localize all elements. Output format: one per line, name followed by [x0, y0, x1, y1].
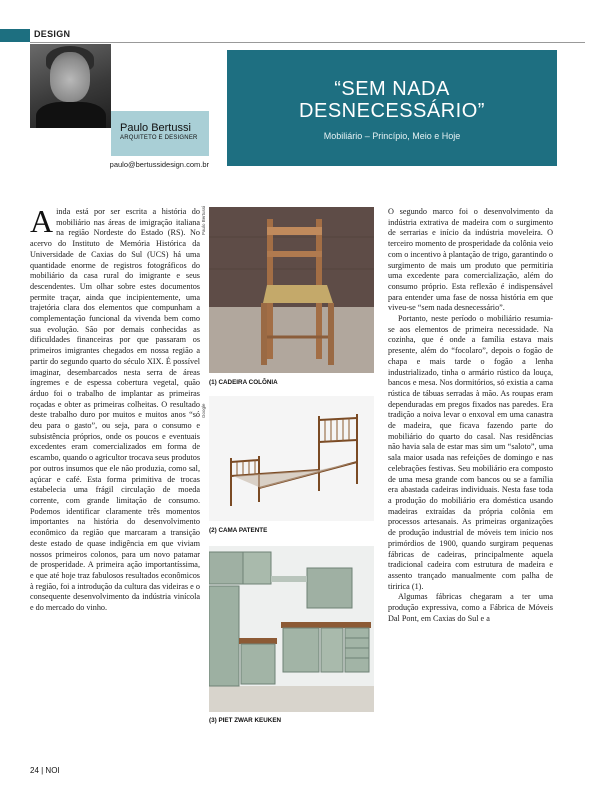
author-email[interactable]: paulo@bertussidesign.com.br: [109, 160, 209, 169]
caption-bed: (2) CAMA PATENTE: [209, 527, 268, 534]
author-photo-face: [50, 52, 90, 102]
author-name: Paulo Bertussi: [120, 122, 191, 134]
column-3-paragraph-3: Algumas fábricas chegaram a ter uma produção expressiva, como a Fábrica de Móveis Dal Pont, em Caxias do Sul e a: [388, 592, 553, 623]
author-photo-shirt: [36, 102, 106, 128]
caption-chair: (1) CADEIRA COLÔNIA: [209, 379, 278, 386]
bed-photo: [209, 396, 374, 521]
author-role: ARQUITETO E DESIGNER: [120, 135, 198, 141]
body-column-1: [30, 203, 200, 614]
article-subtitle: Mobiliário – Princípio, Meio e Hoje: [323, 131, 461, 141]
kitchen-photo: [209, 546, 374, 712]
chair-photo: [209, 207, 374, 373]
column-1-paragraph: inda está por ser escrita a história do mobiliário nas áreas de imigração italiana na região Nordeste do Estado (RS). No acervo do Instituto de Memória Histórica da Universidade de Caxias do Sul (UCS) há uma quantidade enorme de registros fotográficos do mobiliário da casa rural do imigrante e seus descendentes. Um olhar sobre estes documentos permite traçar, ainda que incipientemente, uma trajetória clara dos elementos que compunham a complementação funcional da vivenda bem como sua evolução. São por demais conhecidas as dificuldades financeiras por que passaram os primeiros imigrantes chegados em nossa região a partir do segundo quarto do século XIX. É possível imaginar, desembarcados nesta serra de áreas íngremes e de espessa cobertura vegetal, quão árduo foi o trabalho de implantar as primeiras roçadas e obter as primeiras colheitas. O resultado deste trabalho duro por muitos e muitos anos “só deu para o gasto”, ou seja, para o consumo e subsistência próprios, onde os poucos e eventuais excedentes eram comercializados em forma de escambo, quando o agricultor trocava seus produtos por outros insumos que ele não produzia, como sal, açúcar e café. Esta forma primitiva de trocas estabelecia uma frágil circulação de moeda corrente, com grande limitação de consumo. Podemos identificar claramente três momentos importantes na história do desenvolvimento econômico da região que marcaram a transição deste estado de quase indigência em que viviam nossos primeiros colonos, para um novo patamar de prosperidade. A primeira ação importantíssima, e que até hoje traz fabulosos resultados econômicos à região, foi a introdução da cultura das videiras e o consequente desenvolvimento da indústria vinícola e do mercado do vinho.: [30, 207, 200, 613]
photo-credit-1: Paulo Bertussi: [201, 205, 206, 235]
photo-credit-2: Google: [201, 403, 206, 418]
body-column-3: [388, 207, 553, 624]
header-rule: [30, 42, 585, 43]
author-photo: [30, 44, 111, 128]
section-tab-marker: [0, 29, 30, 42]
drop-cap: A: [30, 203, 54, 239]
column-3-paragraph-2: Portanto, neste período o mobiliário resumia-se aos elementos de primeira necessidade. Na cozinha, que é onde a família estava mais presente, além do “focolaro”, depois o fogão de chapa e mais tarde o fogão a lenha industrializado, tinha o armário rústico da louça, bancos e mesa. Nos dormitórios, só existia a cama rústica de tábuas serradas à mão. As roupas eram dependuradas em pregos fixados nas paredes. Era tradição a noiva levar o enxoval em uma canastra de madeira, que ficava fazendo parte do mobiliário do quarto do casal. Nas residências não havia sala de estar mas sim um “saloto”, uma sala maior usada nas refeições de domingo e nas celebrações festivas. Seu mobiliário era composto de uma mesa grande com bancos ou se a família era abastada cadeiras individuais. Nesta fase toda a produção do mobiliário era doméstica usando madeiras extraídas da própria colônia em processos artesanais. As primeiras organizações de produção industrial de móveis tem início nos primórdios de 1900, quando surgiram pequenas fábricas de cadeiras, principalmente aquela tradicional cadeira com estrutura de madeira e assento trançado manualmente com palha de tiririca (1).: [388, 314, 553, 591]
kitchen-illustration: [209, 546, 374, 712]
chair-illustration: [209, 207, 374, 373]
section-label: DESIGN: [34, 29, 71, 39]
article-title: “SEM NADA DESNECESSÁRIO”: [299, 78, 485, 122]
bed-illustration: [209, 396, 374, 521]
column-3-paragraph-1: O segundo marco foi o desenvolvimento da indústria extrativa de madeira com o surgimento de serrarias e início da indústria moveleira. O terceiro momento de prosperidade da colônia veio com o incentivo à plantação de trigo, garantindo o surgimento de mais um produto que permitiria uma excedente para comercialização, além do consumo próprio. Esta reflexão é indispensável para entender uma fase de nossa história em que viveu-se “sem nada desnecessário”.: [388, 207, 553, 313]
page-footer: 24 | NOI: [30, 766, 60, 775]
caption-kitchen: (3) PIET ZWAR KEUKEN: [209, 717, 282, 724]
